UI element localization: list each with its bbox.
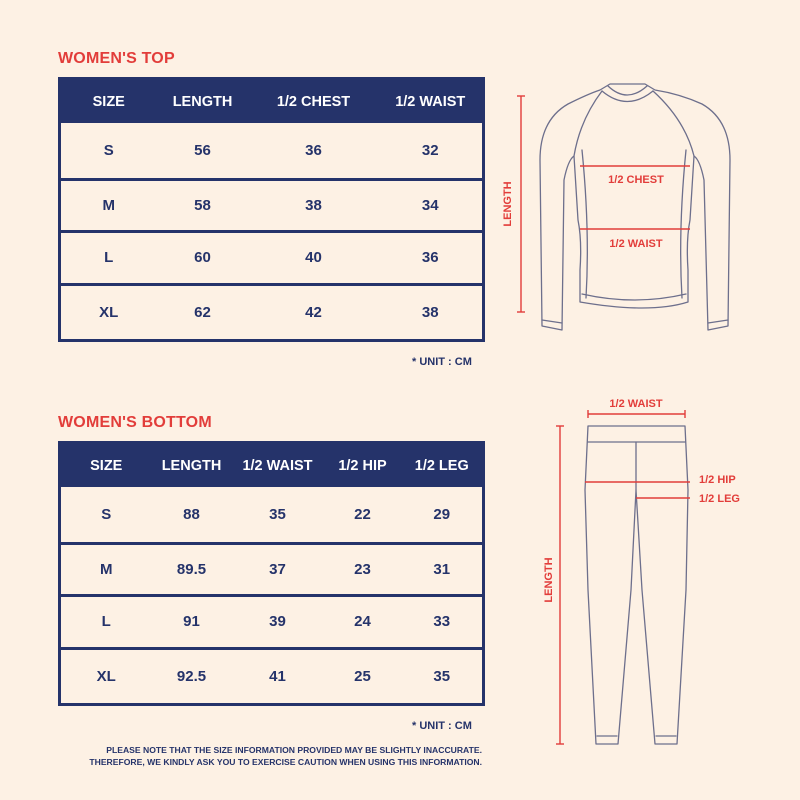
shirt-cuff-right [708, 320, 728, 323]
shirt-outline [540, 84, 730, 330]
table-cell: 60 [157, 231, 249, 284]
table-cell: 33 [402, 595, 484, 648]
table-cell: 88 [183, 505, 200, 523]
disclaimer-line-2: THEREFORE, WE KINDLY ASK YOU TO EXERCISE CAUTION WHEN USING THIS INFORMATION. [89, 757, 482, 767]
table-cell: XL [60, 284, 157, 340]
top-size-table [58, 77, 485, 342]
table-cell: 58 [157, 179, 249, 231]
table-cell: 34 [379, 179, 484, 231]
shirt-raglan-seam-right [653, 91, 694, 156]
top-garment-diagram [490, 80, 750, 340]
table-cell: 25 [324, 648, 402, 704]
bottom-header-size: SIZE [60, 443, 152, 488]
table-cell: 29 [433, 505, 451, 523]
table-row [60, 123, 484, 179]
table-cell: 35 [402, 648, 484, 704]
bottom-header-hip: 1/2 HIP [324, 443, 402, 488]
shirt-hem-line [582, 294, 686, 300]
shirt-raglan-seam-left [574, 91, 602, 156]
table-cell: 23 [324, 543, 402, 595]
waist-label: 1/2 WAIST [609, 238, 663, 250]
bottom-section-title: WOMEN'S BOTTOM [58, 414, 212, 431]
leg-label: 1/2 LEG [699, 493, 740, 505]
table-cell: 41 [232, 648, 324, 704]
table-cell: 24 [324, 595, 402, 648]
bottom-header-length: LENGTH [152, 443, 232, 488]
table-cell: 40 [249, 231, 379, 284]
shirt-side-panel-left [582, 150, 587, 298]
table-cell: 42 [249, 284, 379, 340]
bottom-unit-note: * UNIT : CM [412, 720, 472, 732]
table-cell: S [101, 505, 112, 523]
table-row [60, 543, 484, 595]
table-cell: 56 [194, 141, 211, 159]
table-cell: XL [60, 648, 152, 704]
table-cell: L [60, 231, 157, 284]
table-cell: 32 [421, 141, 439, 159]
top-unit-note: * UNIT : CM [412, 356, 472, 368]
shirt-cuff-left [542, 320, 562, 323]
hip-label: 1/2 HIP [699, 474, 736, 486]
table-row [60, 284, 484, 340]
top-section-title: WOMEN'S TOP [58, 50, 175, 67]
table-cell: M [60, 179, 157, 231]
table-cell: 38 [379, 284, 484, 340]
top-table-header-row [60, 79, 484, 124]
bottom-table-header-row [60, 443, 484, 488]
top-header-chest: 1/2 CHEST [249, 79, 379, 124]
table-cell: 39 [232, 595, 324, 648]
bottom-garment-diagram [530, 390, 790, 760]
chest-label: 1/2 CHEST [608, 174, 664, 186]
size-disclaimer [60, 744, 482, 768]
length-label: LENGTH [543, 557, 555, 603]
table-cell: 37 [232, 543, 324, 595]
top-header-size: SIZE [60, 79, 157, 124]
bottom-header-waist: 1/2 WAIST [232, 443, 324, 488]
table-row [60, 648, 484, 704]
table-cell: 22 [354, 505, 371, 523]
top-header-waist: 1/2 WAIST [379, 79, 484, 124]
waist-label: 1/2 WAIST [609, 398, 663, 410]
table-cell: 36 [379, 231, 484, 284]
table-row [60, 231, 484, 284]
table-cell: 62 [157, 284, 249, 340]
bottom-size-table [58, 441, 485, 706]
table-cell: 89.5 [152, 543, 232, 595]
table-cell: S [103, 141, 114, 159]
disclaimer-line-1: PLEASE NOTE THAT THE SIZE INFORMATION PROVIDED MAY BE SLIGHTLY INACCURATE. [106, 745, 482, 755]
table-cell: M [60, 543, 152, 595]
top-header-length: LENGTH [157, 79, 249, 124]
table-cell: 91 [152, 595, 232, 648]
table-row [60, 487, 484, 543]
table-row [60, 179, 484, 231]
table-cell: 38 [249, 179, 379, 231]
table-cell: 31 [402, 543, 484, 595]
length-label: LENGTH [502, 181, 514, 227]
table-cell: 35 [269, 505, 286, 523]
table-row [60, 595, 484, 648]
table-cell: 92.5 [152, 648, 232, 704]
shirt-side-panel-right [681, 150, 686, 298]
shirt-collar-band [602, 91, 653, 102]
shirt-collar [608, 86, 647, 95]
table-cell: L [60, 595, 152, 648]
bottom-header-leg: 1/2 LEG [402, 443, 484, 488]
table-cell: 36 [305, 141, 322, 159]
